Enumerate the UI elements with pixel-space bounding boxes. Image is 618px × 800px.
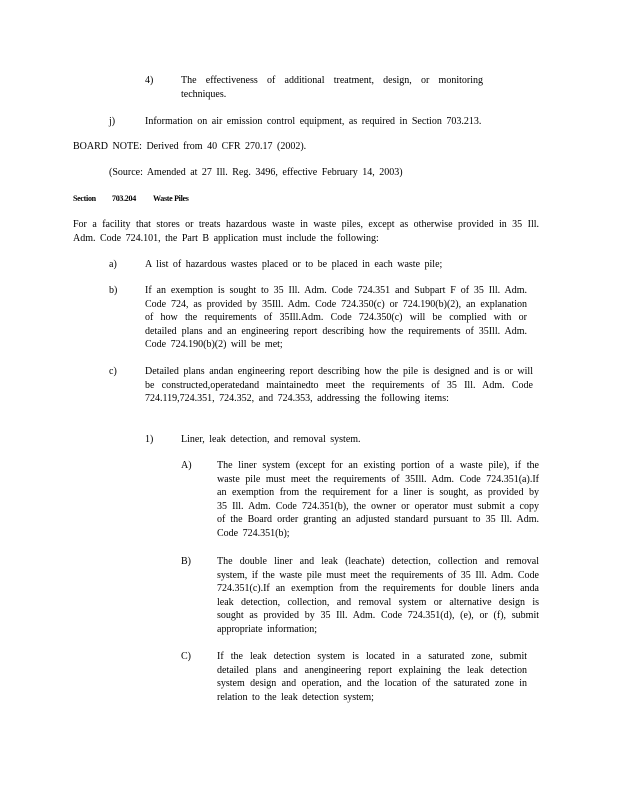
item-text: The effectiveness of additional treatment, design, or monitoring techniques.	[181, 75, 483, 100]
section-number: 703.204	[112, 194, 136, 203]
item-marker: 1)	[145, 434, 154, 445]
board-note: BOARD NOTE: Derived from 40 CFR 270.17 (2002).	[73, 141, 307, 152]
intro-paragraph: For a facility that stores or treats hazardous waste in waste piles, except as otherwise provided in 35 Ill. Adm. Code 724.101, the Part B application must include the following:	[73, 219, 539, 244]
item-text: Detailed plans andan engineering report describing how the pile is designed and is or will be constructed,operatedand maintainedto meet the requirements of 35 Ill. Adm. Code 724.119,724.351, 724.352, and 724.353, addressing the following items:	[145, 366, 533, 405]
item-text: If the leak detection system is located in a saturated zone, submit detailed plans and anengineering report explaining the leak detection system design and operation, and the location of the saturated zone in relation to the leak detection system;	[217, 651, 527, 703]
item-marker: a)	[109, 259, 117, 270]
section-label: Section	[73, 194, 96, 203]
item-marker: b)	[109, 285, 118, 296]
section-title: Waste Piles	[153, 194, 189, 203]
item-marker: j)	[109, 116, 116, 127]
item-text: A list of hazardous wastes placed or to be placed in each waste pile;	[145, 259, 443, 270]
item-text: If an exemption is sought to 35 Ill. Adm. Code 724.351 and Subpart F of 35 Ill. Adm. Code 724, as provided by 35Ill. Adm. Code 724.350(c) or 724.190(b)(2), an explanation of how the requirements of 35Ill.Adm. Code 724.350(c) will be complied with or detailed plans and an engineering report describing how the requirements of 35Ill. Adm. Code 724.190(b)(2) will be met;	[145, 285, 527, 351]
item-text: Information on air emission control equipment, as required in Section 703.213.	[145, 116, 482, 127]
item-marker: C)	[181, 651, 191, 662]
item-text: Liner, leak detection, and removal system.	[181, 434, 361, 445]
item-marker: c)	[109, 366, 117, 377]
item-text: The liner system (except for an existing portion of a waste pile), if the waste pile must meet the requirements of 35Ill. Adm. Code 724.351(a).If an exemption from the requirement for a liner is sought, as provided by 35 Ill. Adm. Code 724.351(b), the owner or operator must submit a copy of the Board order granting an adjusted standard pursuant to 35 Ill. Adm. Code 724.351(b);	[217, 460, 539, 539]
item-marker: 4)	[145, 75, 154, 86]
item-marker: B)	[181, 556, 191, 567]
item-marker: A)	[181, 460, 192, 471]
source-note: (Source: Amended at 27 Ill. Reg. 3496, effective February 14, 2003)	[109, 167, 403, 178]
item-text: The double liner and leak (leachate) detection, collection and removal system, if the waste pile must meet the requirements of 35 Ill. Adm. Code 724.351(c).If an exemption from the requirements for double liners anda leak detection, collection, and removal system or alternative design is sought as provided by 35 Ill. Adm. Code 724.351(d), (e), or (f), submit appropriate information;	[217, 556, 539, 635]
